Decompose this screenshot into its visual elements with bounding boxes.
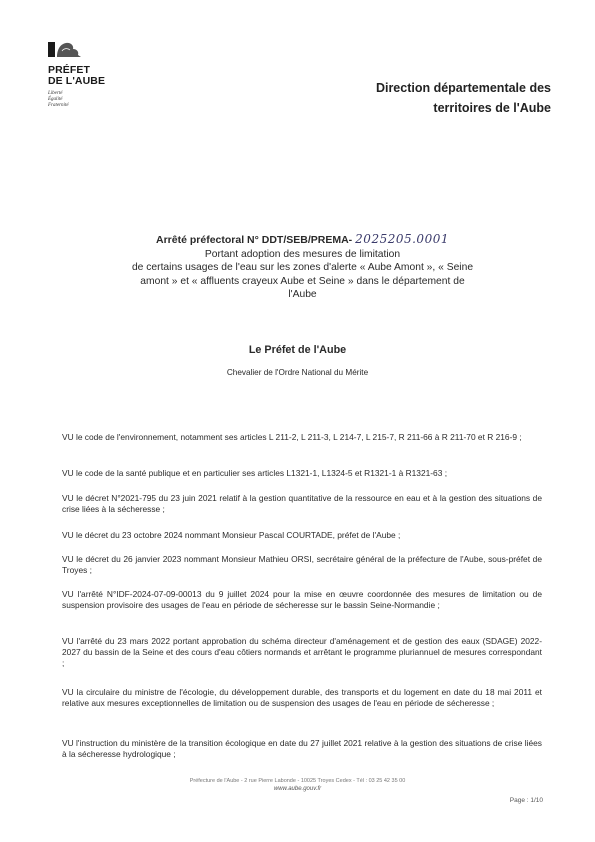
issuing-direction	[321, 78, 551, 118]
handwritten-arrete-number: 2025205.0001	[355, 232, 449, 246]
prefecture-logo	[48, 42, 138, 108]
marianne-icon	[48, 42, 82, 57]
republic-motto	[48, 91, 138, 108]
logo-aube-line: DE L'AUBE	[48, 75, 106, 87]
motto-liberte: Liberté	[48, 91, 63, 96]
arrete-subject-line-3: amont » et « affluents crayeux Aube et Seine » dans le département de	[140, 275, 465, 287]
footer-address: Préfecture de l'Aube - 2 rue Pierre Labonde - 10025 Troyes Cedex - Tél : 03 25 42 35 00	[189, 778, 406, 784]
direction-line-1: Direction départementale des	[375, 81, 551, 95]
arrete-subject-line-4: l'Aube	[288, 289, 317, 300]
direction-line-2: territoires de l'Aube	[433, 101, 551, 115]
vu-item: VU l'arrêté N°IDF-2024-07-09-00013 du 9 juillet 2024 pour la mise en œuvre coordonnée des mesures de limitation ou de suspension provisoire des usages de l'eau en période de sécheresse sur le bassin Seine-Normandie ;	[62, 589, 542, 610]
arrete-title-block	[90, 233, 515, 302]
arrete-label: Arrêté préfectoral N° DDT/SEB/PREMA-	[156, 234, 353, 246]
prefet-heading: Le Préfet de l'Aube	[248, 344, 347, 356]
arrete-number-line	[90, 233, 515, 248]
motto-egalite: Égalité	[48, 96, 63, 102]
footer-website-link[interactable]: www.aube.gouv.fr	[273, 786, 322, 792]
motto-fraternite: Fraternité	[48, 102, 69, 108]
vu-item: VU le décret du 23 octobre 2024 nommant Monsieur Pascal COURTADE, préfet de l'Aube ;	[62, 530, 401, 540]
vu-item: VU le code de la santé publique et en particulier ses articles L1321-1, L1324-5 et R1321-1 à R1321-63 ;	[62, 468, 448, 478]
logo-prefet-line: PRÉFET	[48, 64, 91, 76]
vu-item: VU l'arrêté du 23 mars 2022 portant approbation du schéma directeur d'aménagement et de gestion des eaux (SDAGE) 2022-2027 du bassin de la Seine et des cours d'eau côtiers normands et arrêtant le programme pluriannuel de mesures correspondant ;	[62, 636, 542, 668]
vu-item: VU l'instruction du ministère de la transition écologique en date du 27 juillet 2021 relative à la gestion des situations de crise liées à la sécheresse hydrologique ;	[62, 738, 542, 759]
arrete-subject-line-2: de certains usages de l'eau sur les zones d'alerte « Aube Amont », « Seine	[131, 262, 474, 273]
vu-item: VU le décret N°2021-795 du 23 juin 2021 relatif à la gestion quantitative de la ressource en eau et à la gestion des situations de crise liées à la sécheresse ;	[62, 493, 542, 514]
page-number: Page : 1/10	[509, 797, 543, 804]
vu-item: VU le code de l'environnement, notamment ses articles L 211-2, L 211-3, L 214-7, L 215-7, R 211-66 à R 211-70 et R 216-9 ;	[62, 432, 522, 442]
arrete-subject-line-1: Portant adoption des mesures de limitation	[204, 248, 401, 260]
prefet-distinction: Chevalier de l'Ordre National du Mérite	[226, 368, 369, 377]
vu-item: VU la circulaire du ministre de l'écologie, du développement durable, des transports et du logement en date du 18 mai 2011 et relative aux mesures exceptionnelles de limitation ou de suspension des usages de l'eau en période de sécheresse ;	[62, 687, 542, 708]
vu-item: VU le décret du 26 janvier 2023 nommant Monsieur Mathieu ORSI, secrétaire général de la préfecture de l'Aube, sous-préfet de Troyes ;	[62, 554, 542, 575]
